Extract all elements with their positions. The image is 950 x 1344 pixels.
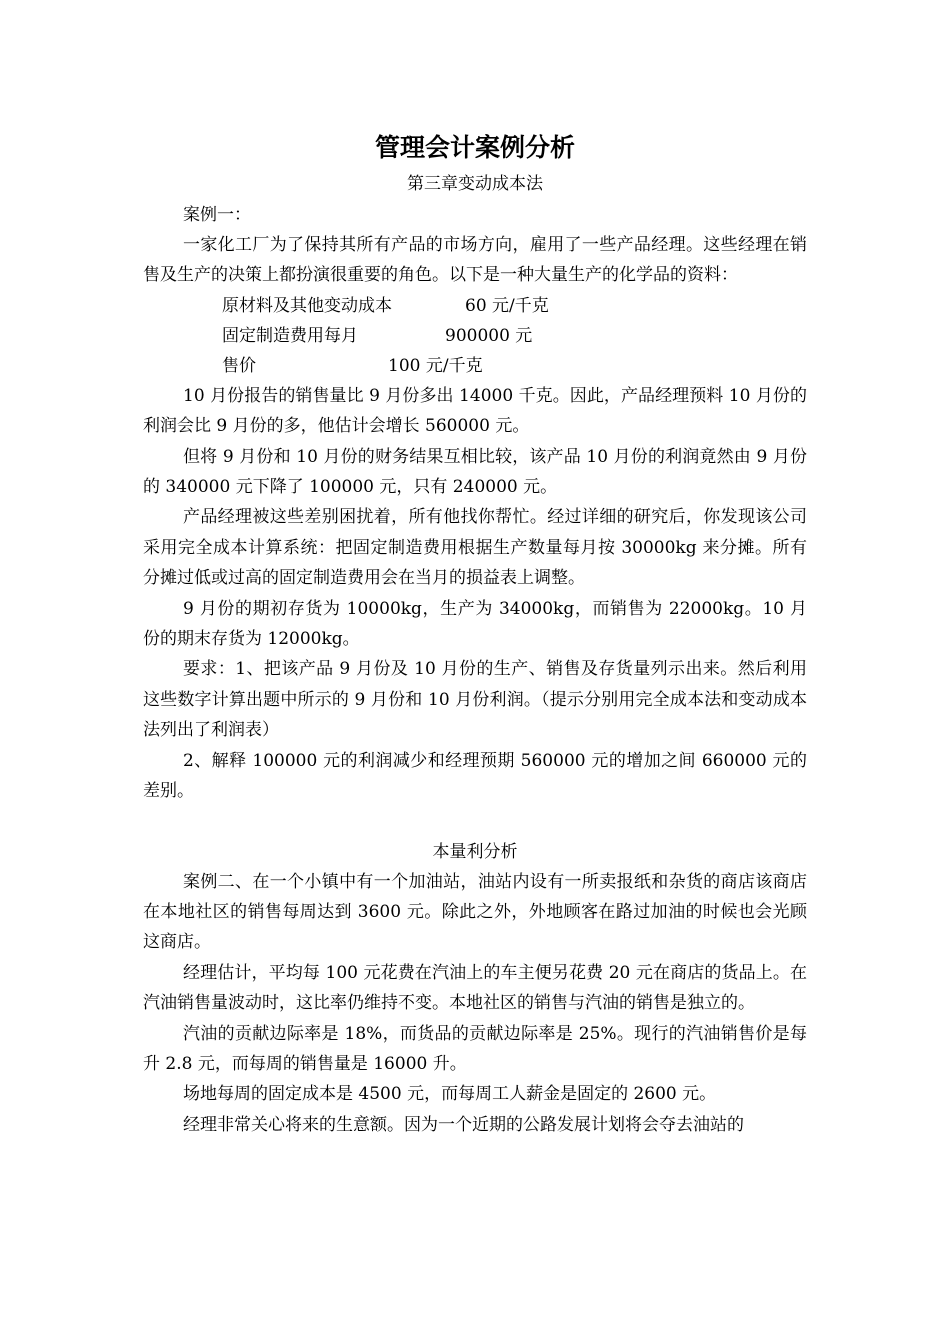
data-value: 60 元/千克 <box>465 295 549 316</box>
data-row-variable-cost <box>143 291 807 321</box>
chapter-title: 第三章变动成本法 <box>407 174 543 194</box>
document-page <box>143 128 807 1140</box>
paragraph: 场地每周的固定成本是 4500 元，而每周工人薪金是固定的 2600 元。 <box>183 1084 717 1105</box>
paragraph: 经理估计，平均每 100 元花费在汽油上的车主便另花费 20 元在商店的货品上。在汽油销售量波动时，这比率仍维持不变。本地社区的销售与汽油的销售是独立的。 <box>143 962 807 1014</box>
data-label: 售价 <box>222 355 256 376</box>
paragraph: 9 月份的期初存货为 10000kg，生产为 34000kg，而销售为 22000kg。10 月份的期末存货为 12000kg。 <box>143 598 807 650</box>
paragraph: 要求：1、把该产品 9 月份及 10 月份的生产、销售及存货量列示出来。然后利用这些数字计算出题中所示的 9 月份和 10 月份利润。（提示分别用完全成本法和变动成本法列出了利润表） <box>143 659 807 741</box>
case-one-label: 案例一： <box>183 205 251 225</box>
data-label: 原材料及其他变动成本 <box>222 295 392 316</box>
blank-line <box>143 807 807 837</box>
case-one-intro: 一家化工厂为了保持其所有产品的市场方向，雇用了一些产品经理。这些经理在销售及生产的决策上都扮演很重要的角色。以下是一种大量生产的化学品的资料： <box>143 235 807 286</box>
paragraph: 但将 9 月份和 10 月份的财务结果互相比较，该产品 10 月份的利润竟然由 9 月份的 340000 元下降了 100000 元，只有 240000 元。 <box>143 446 807 498</box>
document-title: 管理会计案例分析 <box>374 133 575 162</box>
data-value: 100 元/千克 <box>388 355 483 376</box>
data-label: 固定制造费用每月 <box>222 325 358 346</box>
paragraph: 经理非常关心将来的生意额。因为一个近期的公路发展计划将会夺去油站的 <box>183 1114 744 1135</box>
paragraph: 10 月份报告的销售量比 9 月份多出 14000 千克。因此，产品经理预料 10 月份的利润会比 9 月份的多，他估计会增长 560000 元。 <box>143 385 807 437</box>
paragraph: 产品经理被这些差别困扰着，所有他找你帮忙。经过详细的研究后，你发现该公司采用完全成本计算系统：把固定制造费用根据生产数量每月按 30000kg 来分摊。所有分摊过低或过高的固定制造费用会在当月的损益表上调整。 <box>143 507 807 589</box>
data-row-price <box>143 351 807 381</box>
section-title: 本量利分析 <box>432 841 518 862</box>
data-row-fixed-overhead <box>143 321 807 351</box>
data-value: 900000 元 <box>445 325 533 346</box>
paragraph: 汽油的贡献边际率是 18%，而货品的贡献边际率是 25%。现行的汽油销售价是每升 2.8 元，而每周的销售量是 16000 升。 <box>143 1023 807 1074</box>
paragraph: 案例二、在一个小镇中有一个加油站，油站内设有一所卖报纸和杂货的商店该商店在本地社区的销售每周达到 3600 元。除此之外，外地顾客在路过加油的时候也会光顾这商店。 <box>143 871 807 953</box>
paragraph: 2、解释 100000 元的利润减少和经理预期 560000 元的增加之间 660000 元的差别。 <box>143 750 807 802</box>
